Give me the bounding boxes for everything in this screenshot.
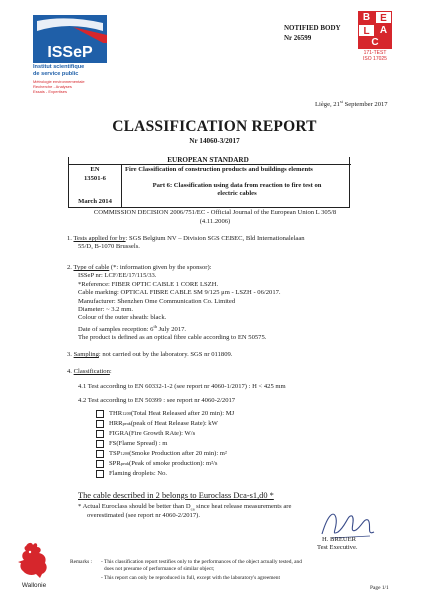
section-2-line-reception: Date of samples reception: 6th July 2017. [78, 323, 187, 334]
wallonie-logo [14, 540, 54, 596]
standard-title-line2: Part 6: Classification using data from reaction to fire test on [152, 182, 322, 189]
section-2-line-defined: The product is defined as an optical fibre cable according to EN 50575. [78, 334, 267, 342]
standard-title-line3: electric cables [217, 190, 257, 197]
standard-date: March 2014 [78, 198, 112, 205]
page-number: Page 1/1 [370, 585, 389, 591]
issep-line5: Essais - Expertises [33, 89, 68, 94]
belac-logo [356, 11, 394, 73]
section-4: 4. Classification: [67, 368, 112, 375]
standard-code: EN [90, 166, 100, 173]
standard-title-line1: Fire Classification of construction products and buildings elements [125, 166, 313, 173]
euroclass-conclusion: The cable described in 2 belongs to Euroclass Dca-s1,d0 * [78, 491, 274, 500]
section-4-item-2: 4.2 Test according to EN 50399 : see report nr 4060-2/2017 [78, 397, 236, 404]
remarks-line2: does not presume of performance of similar object; [104, 566, 215, 572]
standard-heading: EUROPEAN STANDARD [167, 156, 249, 164]
place-date-main: Liège, 21 [315, 101, 340, 109]
section-3-number: 3. [67, 351, 72, 358]
place-date [315, 98, 388, 110]
checkbox-thr [96, 410, 104, 418]
section-2-line-manufacturer: Manufacturer: Shenzhen Ome Communication Co. Limited [78, 297, 236, 305]
belac-iso: ISO 17025 [363, 56, 387, 62]
belac-letter-c: C [358, 37, 392, 49]
wallonie-text: Wallonie [21, 582, 47, 589]
checkbox-spr [96, 460, 104, 468]
section-1-number: 1. [67, 235, 72, 242]
signatory-name: H. BREUER [322, 536, 357, 543]
section-1 [67, 235, 397, 252]
euroclass-note-line1: * Actual Euroclass should be better than $D_{ca}$ since heat release measurements are [78, 503, 292, 512]
section-3-label: Sampling [73, 351, 99, 358]
section-2-number: 2. [67, 264, 72, 271]
report-title: CLASSIFICATION REPORT [112, 118, 317, 135]
section-3-text: : not carried out by the laboratory. SGS nr 011809. [98, 351, 233, 358]
section-4-label: Classification [73, 368, 110, 375]
checkbox-fs [96, 440, 104, 448]
standard-table [68, 157, 350, 208]
section-2-line-issep: ISSeP nr: LCF/EE/17/115/33. [78, 272, 157, 280]
issep-line1: Institut scientifique [33, 64, 85, 70]
section-2-line-marking: Cable marking: OPTICAL FIBRE CABLE SM 9/125 μm - LSZH - 06/2017. [78, 289, 281, 297]
issep-line4: Recherche - Analyses [33, 84, 72, 89]
euroclass-note-line2: overestimated (see report nr 4060-2/2017). [87, 512, 200, 519]
section-1-text-line2: 55/D, B-1070 Brussels. [78, 243, 140, 251]
checklist-droplets: Flaming droplets : No. [96, 470, 167, 478]
commission-decision-line2: (4.11.2006) [199, 218, 231, 225]
report-number: Nr 14060-3/2017 [189, 137, 240, 145]
checklist-spr: SPR peak (Peak of smoke production): m²/s [96, 460, 217, 468]
remarks-line3: - This report can only be reproduced in full, except with the laboratory's agreement [101, 575, 280, 581]
section-2-line-diameter: Diameter: ~ 3.2 mm. [78, 306, 134, 314]
issep-logo [27, 13, 115, 108]
checkbox-hrr [96, 420, 104, 428]
issep-line2: de service public [33, 71, 79, 77]
checklist-hrr: HRR peak (peak of Heat Release Rate): kW [96, 420, 218, 428]
checkbox-figra [96, 430, 104, 438]
checklist-tsp: TSP 1200 (Smoke Production after 20 min): m² [96, 450, 227, 458]
section-3 [67, 351, 397, 359]
notified-body-label: NOTIFIED BODY [284, 24, 341, 32]
section-2-line-reference: *Reference: FIBER OPTIC CABLE 1 CORE LSZH. [78, 280, 219, 288]
checklist-fs: FS (Flame Spread) : m [96, 440, 167, 448]
section-2 [67, 264, 397, 343]
commission-decision-line1: COMMISSION DECISION 2006/751/EC - Official Journal of the European Union L 305/8 [93, 209, 337, 216]
place-date-sup: st [339, 99, 343, 104]
issep-line3: Métrologie environnementale [33, 79, 85, 84]
belac-letter-b: B [358, 11, 375, 24]
checkbox-tsp [96, 450, 104, 458]
belac-letter-e: E [375, 11, 392, 24]
section-4-item-1: 4.1 Test according to EN 60332-1-2 (see report nr 4060-1/2017) : H < 425 mm [78, 383, 286, 390]
remarks-label: Remarks : [70, 559, 93, 565]
rooster-icon [14, 540, 52, 580]
remarks-line1: - This classification report testifies only to the performances of the object actually tested, and [101, 559, 302, 565]
section-2-note: (*: information given by the sponsor): [109, 264, 212, 271]
issep-brand: ISSeP [47, 44, 93, 61]
notified-body-number: Nr 26599 [284, 34, 312, 42]
section-4-number: 4. [67, 368, 72, 375]
section-1-label: Tests applied for by [73, 235, 126, 242]
standard-number: 13501-6 [84, 175, 106, 182]
belac-letter-a: A [375, 24, 392, 37]
section-2-label: Type of cable [73, 264, 110, 271]
place-date-rest: September 2017 [342, 101, 388, 109]
checklist-figra: FIGRA (Fire Growth RAte): W/s [96, 430, 195, 438]
section-1-text: : SGS Belgium NV – Division SGS CEBEC, Bld Internationalelaan [125, 235, 305, 242]
belac-code: 171-TEST [363, 50, 387, 56]
belac-letter-l: L [358, 24, 375, 37]
section-2-line-colour: Colour of the outer sheath: black. [78, 314, 167, 322]
checklist-thr: THR 1200 (Total Heat Released after 20 min): MJ [96, 410, 234, 418]
signatory-role: Test Executive. [317, 544, 358, 551]
checkbox-droplets [96, 470, 104, 478]
